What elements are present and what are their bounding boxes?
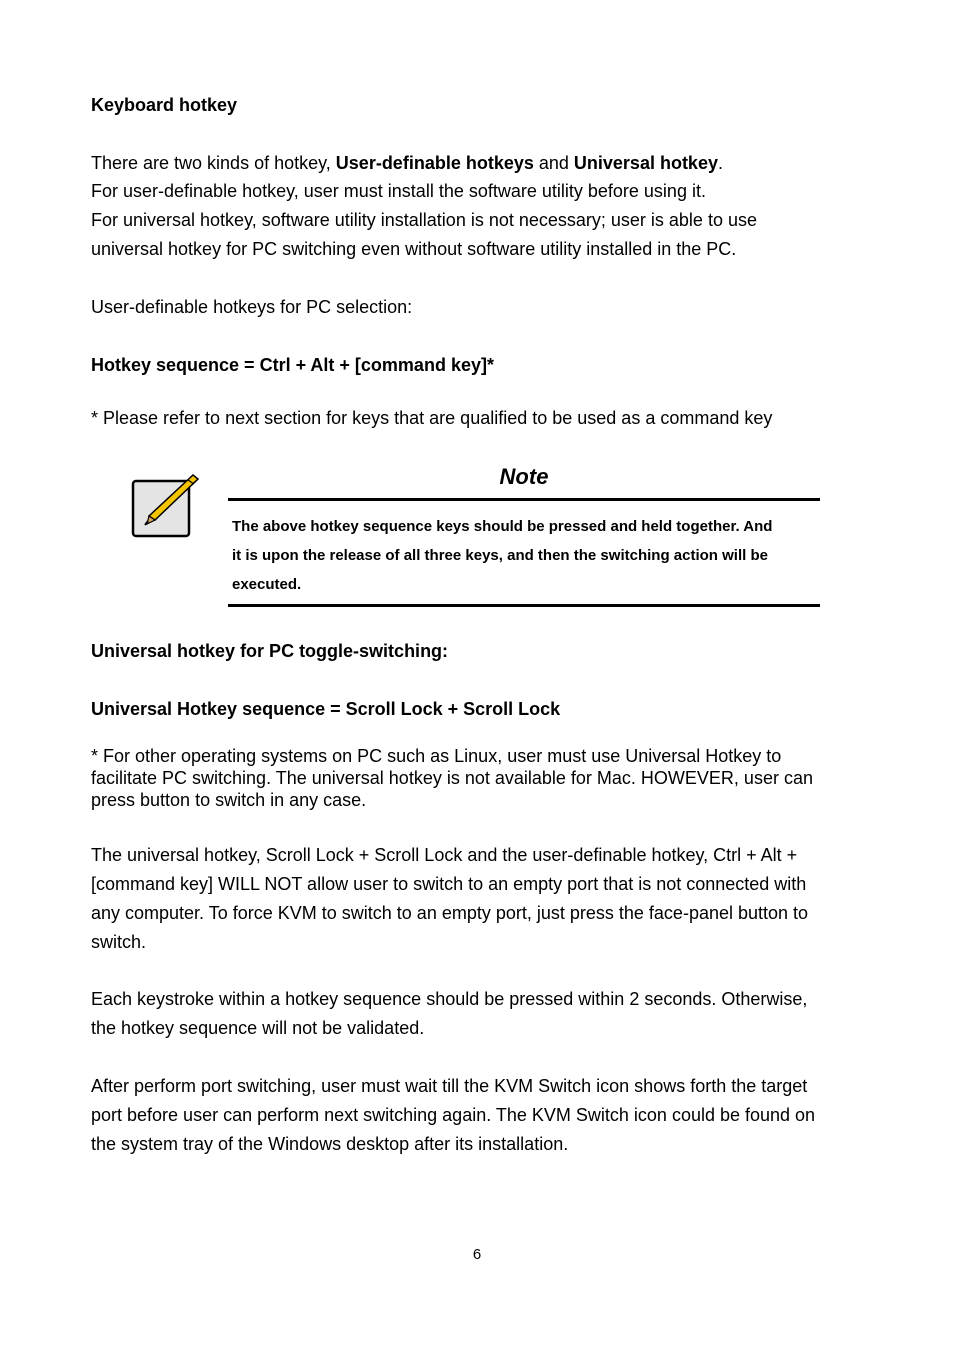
intro-line-3: For universal hotkey, software utility installation is not necessary; user is able to use [91,210,757,230]
paragraph-line: * For other operating systems on PC such as Linux, user must use Universal Hotkey to [91,746,782,766]
paragraph-line: facilitate PC switching. The universal hotkey is not available for Mac. HOWEVER, user can [91,768,813,788]
note-pencil-icon [130,472,202,540]
note-line: it is upon the release of all three keys, and then the switching action will be [232,547,768,564]
empty-port-paragraph [91,841,808,957]
page-number: 6 [472,1246,482,1263]
note-line: The above hotkey sequence keys should be pressed and held together. And [232,518,773,535]
command-key-footnote: * Please refer to next section for keys that are qualified to be used as a command key [91,408,773,428]
intro-text: . [717,153,723,173]
paragraph-line: port before user can perform next switching again. The KVM Switch icon could be found on [91,1105,816,1125]
user-definable-label: User-definable hotkeys for PC selection: [91,297,413,317]
intro-line-2: For user-definable hotkey, user must install the software utility before using it. [91,181,706,201]
intro-line-1 [91,149,723,178]
note-line: executed. [232,576,302,593]
intro-text: There are two kinds of hotkey, [91,153,336,173]
universal-hotkey-heading: Universal hotkey for PC toggle-switching: [91,641,449,661]
paragraph-line: [command key] WILL NOT allow user to switch to an empty port that is not connected with [91,874,807,894]
note-title: Note [499,464,549,489]
term-universal-hotkey: Universal hotkey [573,153,718,173]
paragraph-line: After perform port switching, user must wait till the KVM Switch icon shows forth the target [91,1076,808,1096]
intro-text: and [533,153,574,173]
keystroke-paragraph [91,985,807,1043]
term-user-definable-hotkeys: User-definable hotkeys [335,153,534,173]
note-body [232,512,822,599]
paragraph-line: press button to switch in any case. [91,790,367,810]
paragraph-line: The universal hotkey, Scroll Lock + Scroll Lock and the user-definable hotkey, Ctrl + Alt + [91,845,798,865]
universal-hotkey-sequence: Universal Hotkey sequence = Scroll Lock + Scroll Lock [91,699,561,719]
paragraph-line: the system tray of the Windows desktop after its installation. [91,1134,569,1154]
paragraph-line: Each keystroke within a hotkey sequence should be pressed within 2 seconds. Otherwise, [91,989,808,1009]
paragraph-line: any computer. To force KVM to switch to an empty port, just press the face-panel button to [91,903,809,923]
section-heading-keyboard-hotkey: Keyboard hotkey [91,95,238,115]
intro-line-4: universal hotkey for PC switching even without software utility installed in the PC. [91,239,737,259]
after-switch-paragraph [91,1072,815,1159]
note-bottom-rule [228,604,820,607]
note-top-rule [228,498,820,501]
other-os-paragraph [91,745,813,811]
hotkey-sequence: Hotkey sequence = Ctrl + Alt + [command key]* [91,355,494,375]
paragraph-line: switch. [91,932,147,952]
paragraph-line: the hotkey sequence will not be validated. [91,1018,425,1038]
